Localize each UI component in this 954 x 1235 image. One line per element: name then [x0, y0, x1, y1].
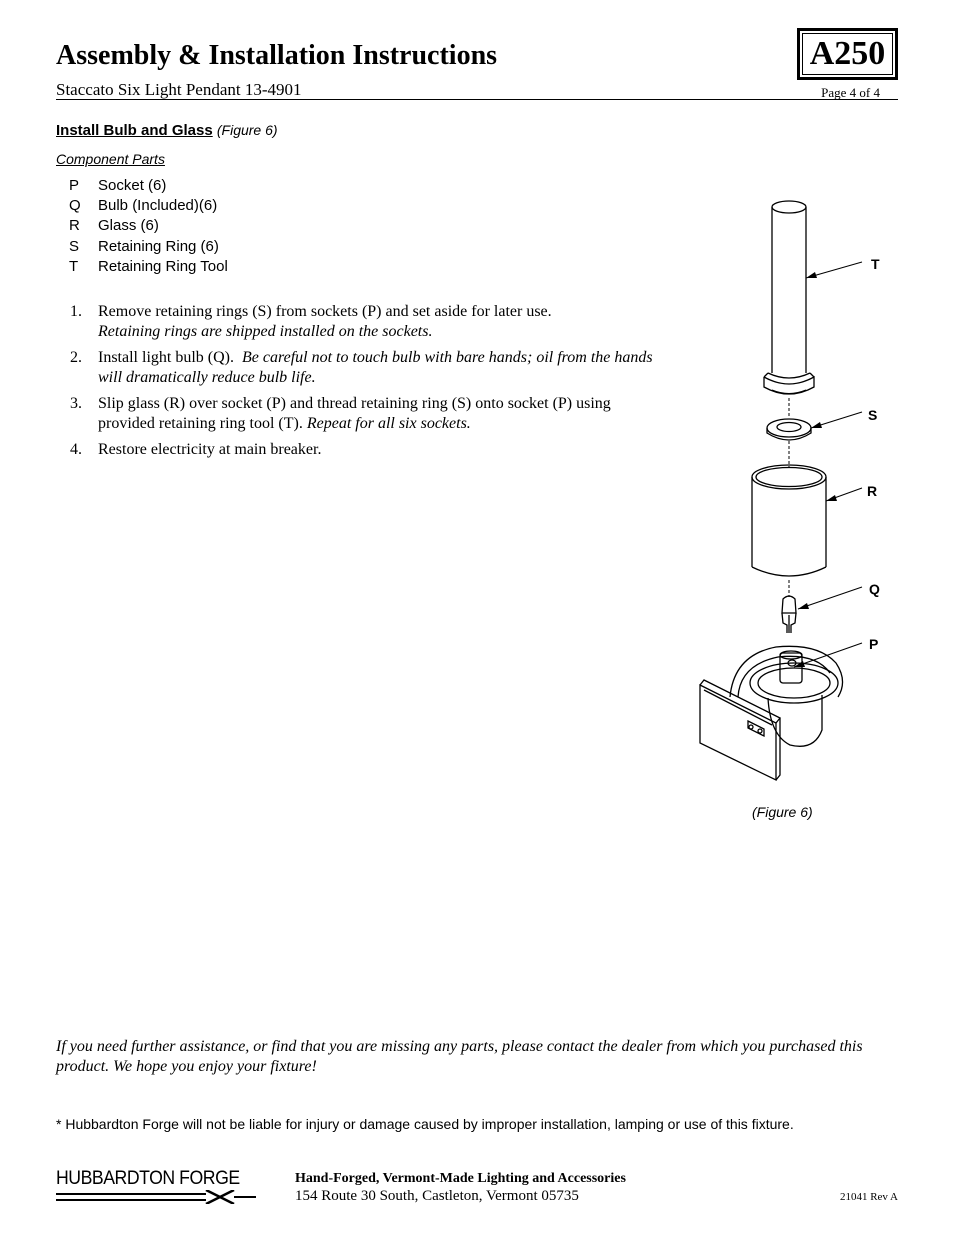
retaining-ring-tool-drawing	[764, 201, 814, 394]
document-code: A250	[809, 35, 886, 72]
label-r: R	[867, 483, 878, 499]
footer-address: 154 Route 30 South, Castleton, Vermont 05735	[295, 1188, 579, 1204]
header-rule	[56, 99, 898, 100]
list-item: Q Bulb (Included)(6)	[69, 197, 218, 215]
label-s: S	[868, 407, 878, 423]
document-revision: 21041 Rev A	[839, 1191, 898, 1203]
document-code-badge	[797, 28, 898, 80]
figure-caption: (Figure 6)	[752, 804, 813, 820]
page-number: Page 4 of 4	[821, 85, 880, 100]
assistance-note: If you need further assistance, or find that you are missing any parts, please contact the dealer from which you purchased this product. We hope you enjoy your fixture!	[56, 1038, 863, 1075]
instruction-step: 2. Install light bulb (Q). Be careful not to touch bulb with bare hands; oil from the hands will dramatically reduce bulb life.	[70, 349, 653, 386]
section-heading	[56, 122, 278, 139]
section-figure-ref: (Figure 6)	[216, 122, 278, 138]
list-item: S Retaining Ring (6)	[69, 237, 219, 255]
page-title: Assembly & Installation Instructions	[56, 40, 498, 71]
label-q: Q	[869, 581, 880, 597]
component-parts-title: Component Parts	[56, 151, 165, 167]
instruction-steps	[70, 302, 670, 466]
footer-tagline: Hand-Forged, Vermont-Made Lighting and Accessories	[295, 1171, 626, 1186]
component-parts-list	[69, 177, 228, 278]
socket-drawing	[700, 646, 843, 780]
label-p: P	[869, 636, 879, 652]
label-t: T	[871, 256, 880, 272]
product-subtitle: Staccato Six Light Pendant 13-4901	[56, 80, 302, 99]
list-item: T Retaining Ring Tool	[69, 257, 228, 275]
section-heading-text: Install Bulb and Glass	[56, 122, 213, 139]
logo-wordmark: HUBBARDTON FORGE	[56, 1168, 240, 1189]
logo-mark-icon	[56, 1190, 261, 1204]
hubbardton-forge-logo	[56, 1168, 261, 1204]
bulb-drawing	[782, 596, 796, 633]
instruction-step: 3. Slip glass (R) over socket (P) and thread retaining ring (S) onto socket (P) using provided retaining ring tool (T). Repeat for all six sockets.	[70, 395, 611, 432]
glass-drawing	[752, 465, 826, 576]
liability-disclaimer: * Hubbardton Forge will not be liable for injury or damage caused by improper installation, lamping or use of this fixture.	[56, 1116, 794, 1132]
retaining-ring-drawing	[767, 419, 811, 440]
instruction-step: 4. Restore electricity at main breaker.	[70, 441, 322, 458]
list-item: R Glass (6)	[69, 217, 159, 235]
list-item: P Socket (6)	[69, 177, 167, 194]
instruction-step: 1. Remove retaining rings (S) from sockets (P) and set aside for later use. Retaining rings are shipped installed on the sockets.	[70, 303, 552, 340]
